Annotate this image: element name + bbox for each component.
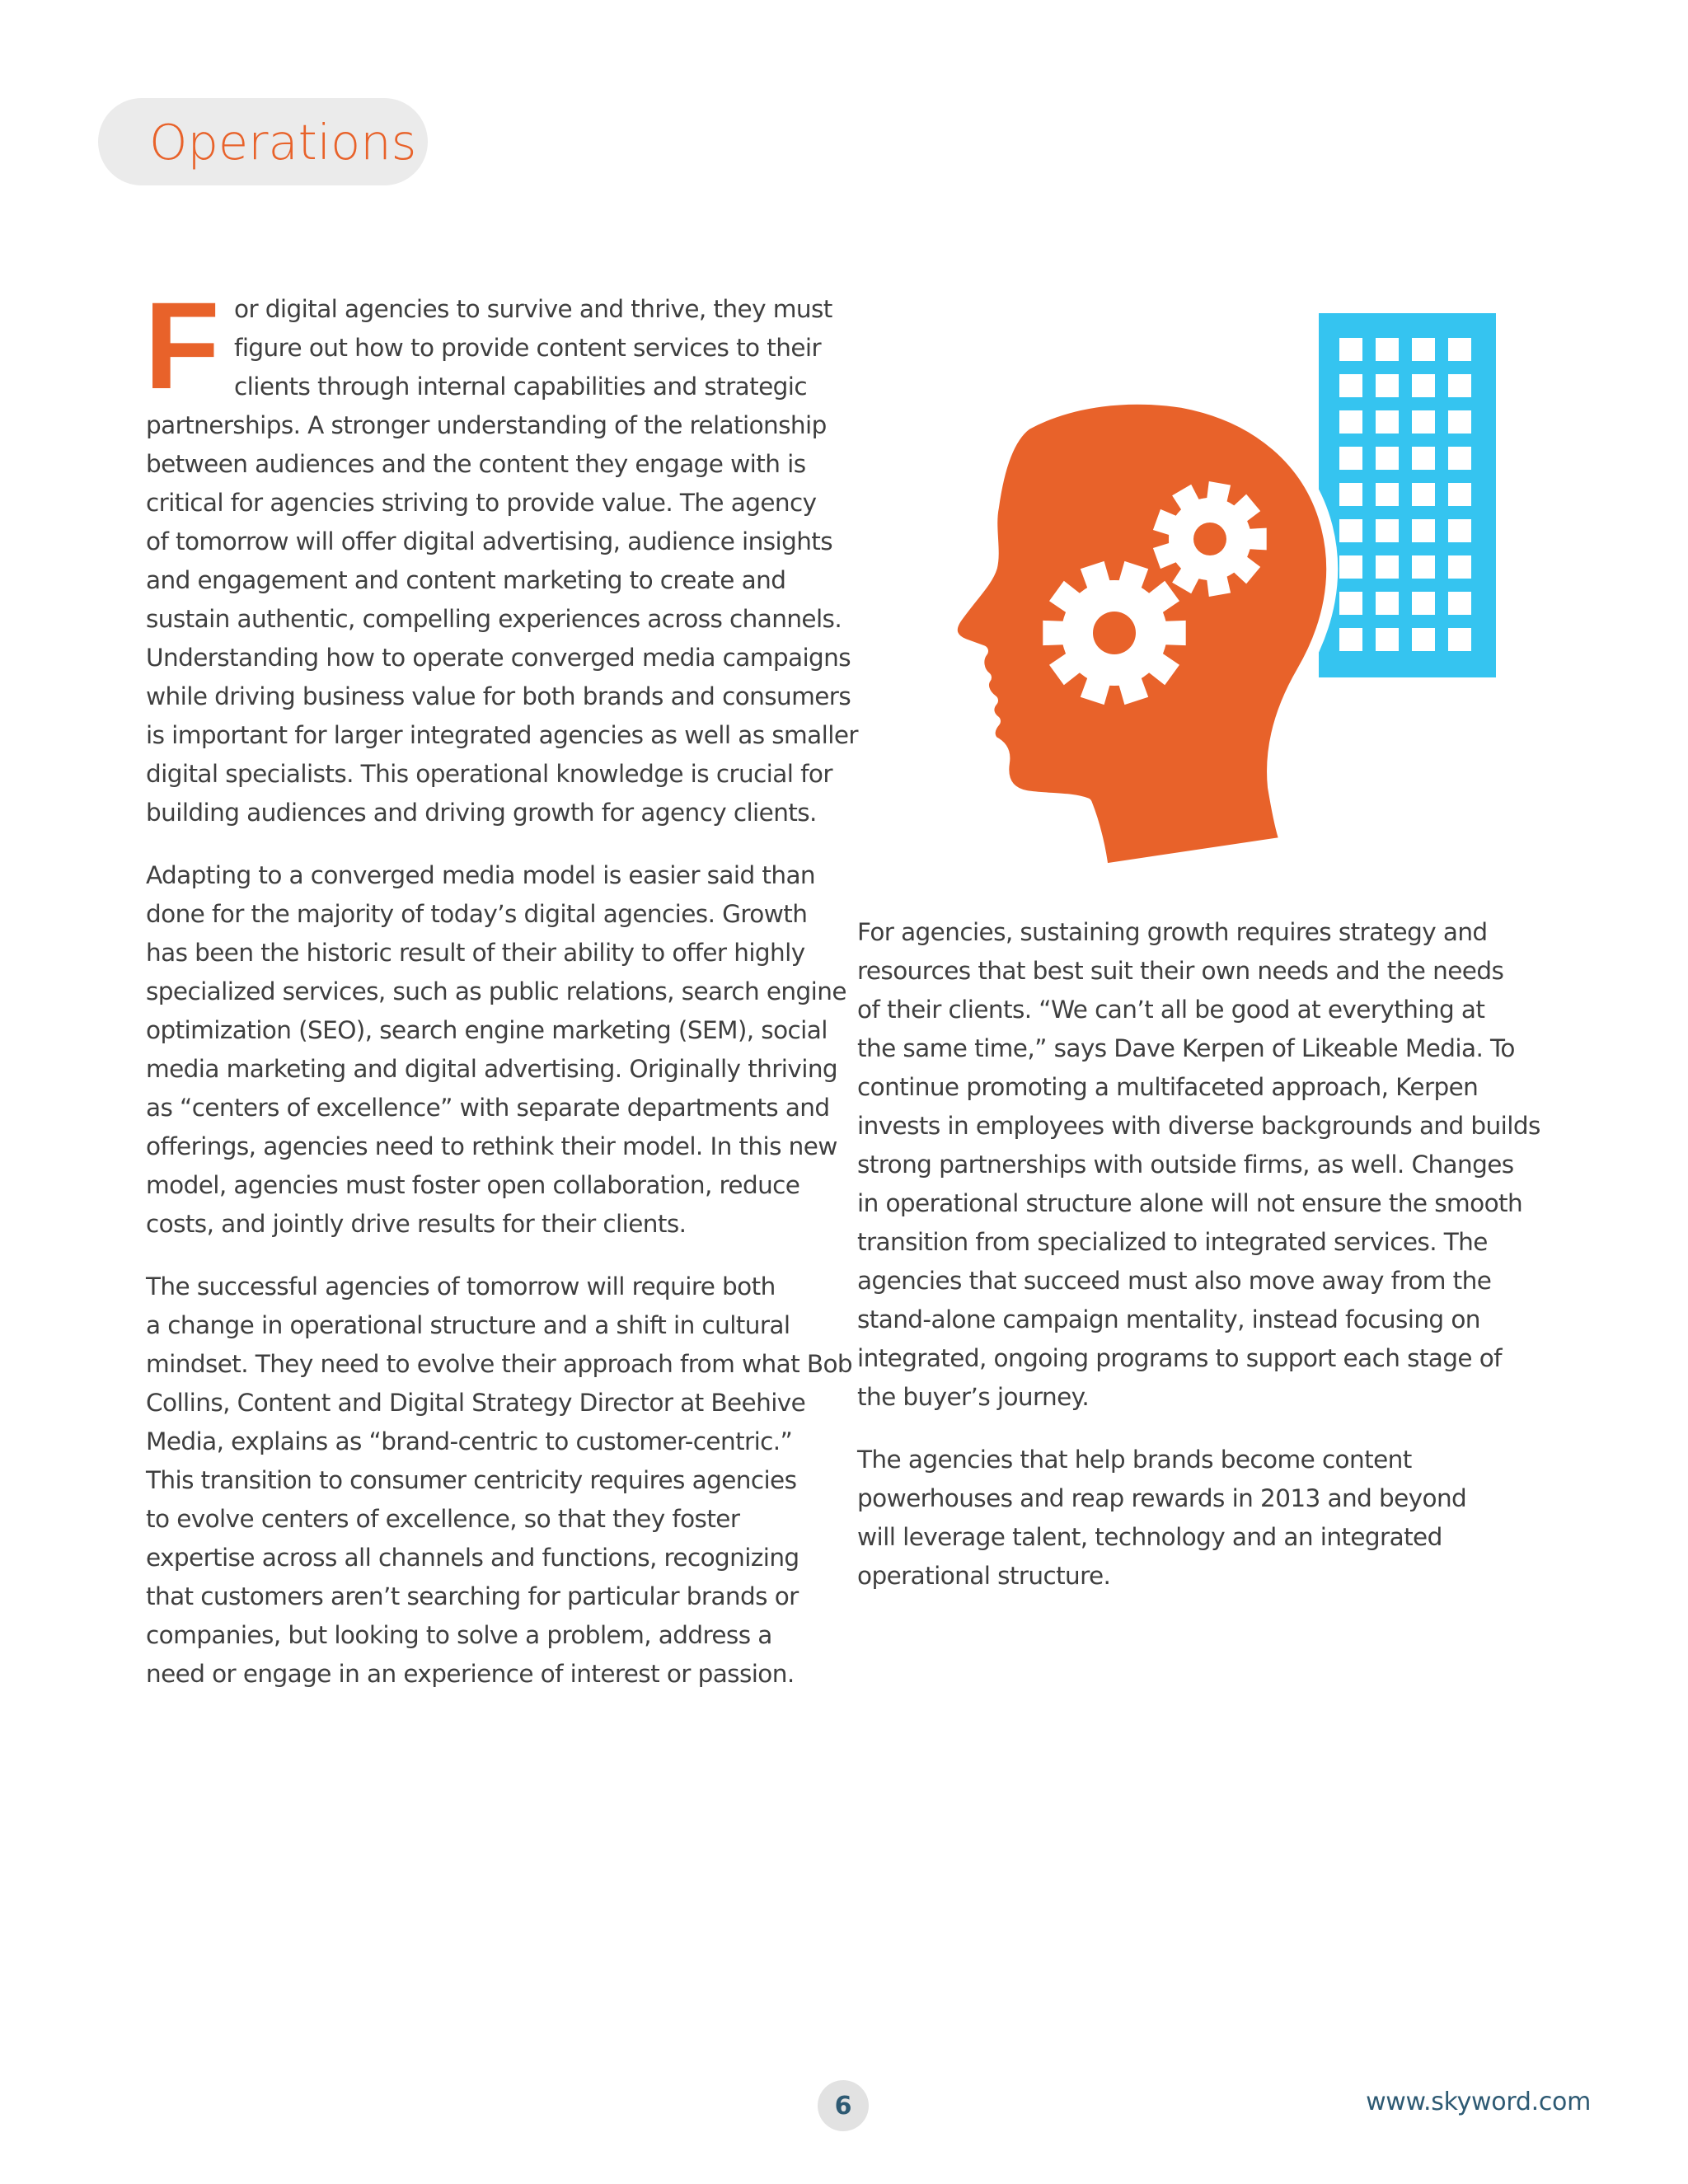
text-line: invests in employees with diverse backgrounds and builds xyxy=(857,1112,1540,1140)
text-line: strong partnerships with outside firms, as well. Changes xyxy=(857,1151,1514,1179)
head-and-building-illustration xyxy=(940,305,1533,874)
text-line: to evolve centers of excellence, so that they foster xyxy=(146,1505,740,1533)
footer-url: www.skyword.com xyxy=(1366,2088,1591,2116)
head-with-gears-icon xyxy=(952,399,1332,869)
text-line: Understanding how to operate converged media campaigns xyxy=(146,644,851,672)
left-column xyxy=(144,276,858,1718)
intro-paragraph xyxy=(144,276,858,832)
text-line: is important for larger integrated agencies as well as smaller xyxy=(146,721,858,749)
office-building-icon xyxy=(1319,313,1496,677)
text-line: sustain authentic, compelling experiences across channels. xyxy=(146,605,842,633)
text-line: Adapting to a converged media model is easier said than xyxy=(146,861,816,889)
text-line: has been the historic result of their ability to offer highly xyxy=(146,939,805,967)
text-line: costs, and jointly drive results for their clients. xyxy=(146,1210,687,1238)
text-line: while driving business value for both brands and consumers xyxy=(146,682,851,710)
text-line: agencies that succeed must also move away from the xyxy=(857,1267,1492,1295)
text-line: critical for agencies striving to provide value. The agency xyxy=(146,489,817,517)
text-line: Media, explains as “brand-centric to customer-centric.” xyxy=(146,1427,793,1455)
text-line: and engagement and content marketing to create and xyxy=(146,566,786,594)
text-line: expertise across all channels and functions, recognizing xyxy=(146,1544,799,1572)
text-line: as “centers of excellence” with separate departments and xyxy=(146,1094,830,1122)
text-line: between audiences and the content they engage with is xyxy=(146,450,806,478)
text-line: will leverage talent, technology and an integrated xyxy=(857,1523,1442,1551)
text-line: clients through internal capabilities and strategic xyxy=(234,373,808,401)
text-line: the buyer’s journey. xyxy=(857,1383,1090,1411)
text-line: resources that best suit their own needs and the needs xyxy=(857,957,1504,985)
right-column xyxy=(857,913,1540,1619)
section-title: Operations xyxy=(149,113,417,171)
text-line: done for the majority of today’s digital agencies. Growth xyxy=(146,900,808,928)
text-line: of their clients. “We can’t all be good at everything at xyxy=(857,996,1485,1024)
text-line: integrated, ongoing programs to support each stage of xyxy=(857,1344,1502,1372)
text-line: The successful agencies of tomorrow will require both xyxy=(146,1272,776,1301)
text-line: Collins, Content and Digital Strategy Director at Beehive xyxy=(146,1389,806,1417)
text-line: operational structure. xyxy=(857,1562,1111,1590)
text-line: the same time,” says Dave Kerpen of Likeable Media. To xyxy=(857,1034,1515,1062)
page-number-label: 6 xyxy=(834,2091,852,2121)
text-line: offerings, agencies need to rethink their model. In this new xyxy=(146,1132,837,1160)
body-paragraph xyxy=(857,1441,1517,1596)
body-paragraph xyxy=(857,913,1540,1417)
text-line: For agencies, sustaining growth requires strategy and xyxy=(857,918,1488,946)
text-line: building audiences and driving growth for agency clients. xyxy=(146,799,817,827)
text-line: digital specialists. This operational knowledge is crucial for xyxy=(146,760,832,788)
text-line: in operational structure alone will not ensure the smooth xyxy=(857,1189,1523,1217)
text-line: figure out how to provide content services to their xyxy=(234,334,822,362)
text-line: continue promoting a multifaceted approach, Kerpen xyxy=(857,1073,1479,1101)
text-line: model, agencies must foster open collaboration, reduce xyxy=(146,1171,800,1199)
page-number xyxy=(818,2080,869,2131)
text-line: This transition to consumer centricity requires agencies xyxy=(146,1466,797,1494)
body-paragraph xyxy=(146,856,846,1244)
text-line: need or engage in an experience of interest or passion. xyxy=(146,1660,795,1688)
text-line: stand-alone campaign mentality, instead focusing on xyxy=(857,1305,1480,1333)
body-paragraph xyxy=(146,1268,853,1694)
text-line: of tomorrow will offer digital advertising, audience insights xyxy=(146,527,833,555)
text-line: transition from specialized to integrated services. The xyxy=(857,1228,1488,1256)
text-line: a change in operational structure and a shift in cultural xyxy=(146,1311,790,1339)
text-line: that customers aren’t searching for particular brands or xyxy=(146,1582,799,1610)
text-line: powerhouses and reap rewards in 2013 and beyond xyxy=(857,1484,1467,1512)
section-header xyxy=(98,98,428,185)
text-line: specialized services, such as public relations, search engine xyxy=(146,977,846,1005)
text-line: mindset. They need to evolve their approach from what Bob xyxy=(146,1350,853,1378)
text-line: The agencies that help brands become content xyxy=(857,1446,1412,1474)
text-line: companies, but looking to solve a problem, address a xyxy=(146,1621,772,1649)
text-line: partnerships. A stronger understanding of the relationship xyxy=(146,411,827,439)
text-line: or digital agencies to survive and thrive, they must xyxy=(234,295,832,323)
drop-cap: F xyxy=(144,276,220,415)
text-line: media marketing and digital advertising. Originally thriving xyxy=(146,1055,838,1083)
text-line: optimization (SEO), search engine marketing (SEM), social xyxy=(146,1016,828,1044)
large-gear-icon xyxy=(1043,561,1185,705)
